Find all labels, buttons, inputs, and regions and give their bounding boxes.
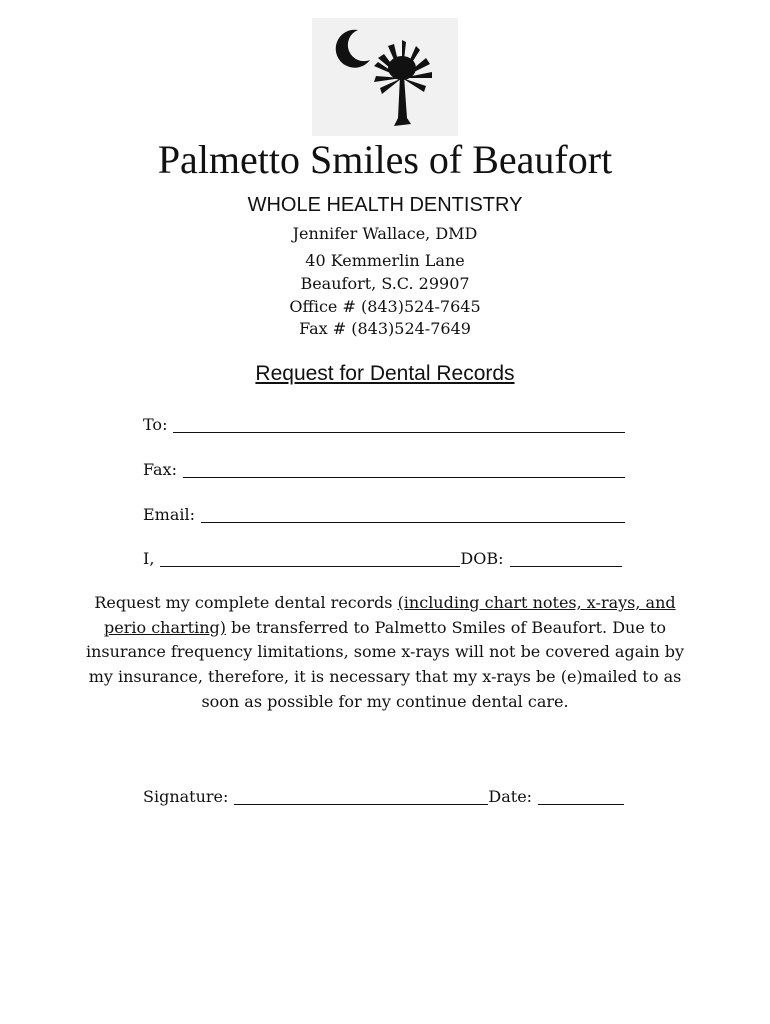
palmetto-crescent-icon — [312, 18, 458, 136]
address-city: Beaufort, S.C. 29907 — [300, 274, 470, 293]
date-blank[interactable] — [538, 788, 624, 805]
fax-label: Fax: — [143, 460, 177, 479]
office-phone: Office # (843)524-7645 — [289, 297, 481, 316]
request-text-prefix: Request my complete dental records — [94, 593, 398, 612]
signature-label: Signature: — [143, 787, 229, 806]
request-statement — [80, 591, 690, 715]
request-text-underlined: (including chart notes, x-rays, and perio charting) — [104, 593, 676, 637]
email-field — [143, 504, 625, 526]
doctor-name: Jennifer Wallace, DMD — [292, 224, 478, 243]
address-street: 40 Kemmerlin Lane — [305, 251, 465, 270]
to-blank[interactable] — [173, 416, 625, 433]
request-text-suffix: be transferred to Palmetto Smiles of Beaufort. Due to insurance frequency limitations, some x-rays will not be covered again by my insurance, therefore, it is necessary that my x-rays be (e)mailed to as soon as possible for my continue dental care. — [85, 617, 685, 711]
fax-number: Fax # (843)524-7649 — [299, 319, 471, 338]
to-field — [143, 414, 625, 436]
practice-name: Palmetto Smiles of Beaufort — [157, 137, 613, 182]
fax-blank[interactable] — [183, 461, 625, 478]
name-blank[interactable] — [160, 550, 460, 567]
to-label: To: — [143, 415, 168, 434]
palmetto-crescent-logo — [312, 18, 458, 136]
email-blank[interactable] — [201, 506, 625, 523]
dob-label: DOB: — [460, 549, 504, 568]
date-label: Date: — [488, 787, 533, 806]
fax-field — [143, 459, 625, 481]
dob-blank[interactable] — [510, 550, 622, 567]
name-dob-field — [143, 548, 622, 570]
signature-blank[interactable] — [234, 788, 488, 805]
name-label: I, — [143, 549, 155, 568]
practice-tagline: WHOLE HEALTH DENTISTRY — [247, 194, 523, 216]
form-title: Request for Dental Records — [255, 362, 515, 385]
signature-date-field — [143, 786, 624, 808]
email-label: Email: — [143, 505, 196, 524]
